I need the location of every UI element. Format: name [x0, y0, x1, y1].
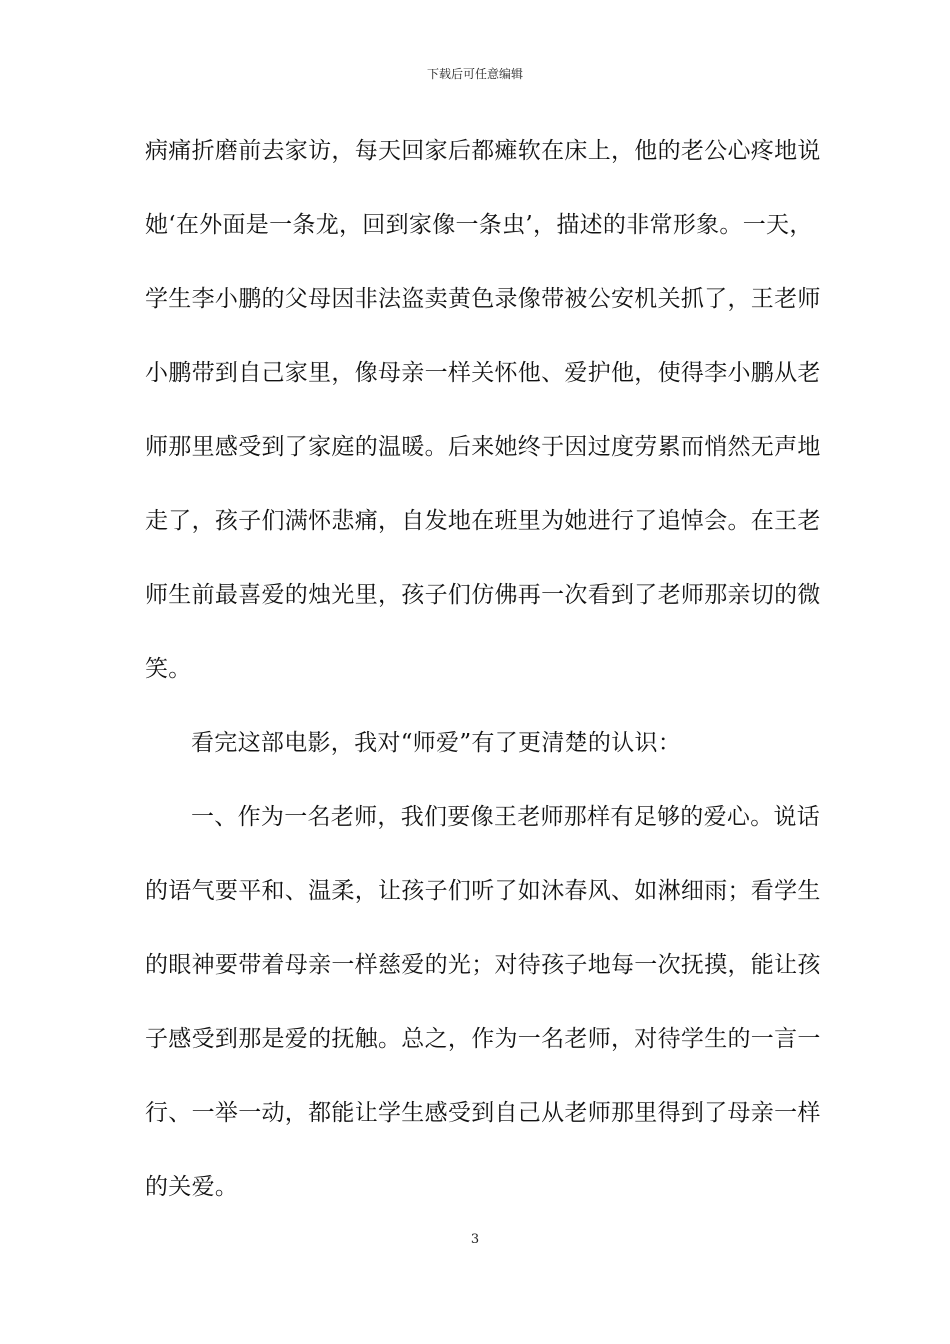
- body-text: [145, 126, 821, 1236]
- text-line: 的语气要平和、温柔，让孩子们听了如沐春风、如淋细雨；看学生: [145, 878, 821, 904]
- text-line: 学生李小鹏的父母因非法盗卖黄色录像带被公安机关抓了，王老师: [145, 286, 821, 312]
- text-line: 走了，孩子们满怀悲痛，自发地在班里为她进行了追悼会。在王老: [145, 508, 821, 534]
- text-line: 小鹏带到自己家里，像母亲一样关怀他、爱护他，使得李小鹏从老: [145, 360, 821, 386]
- text-line: 病痛折磨前去家访，每天回家后都瘫软在床上，他的老公心疼地说: [145, 138, 821, 164]
- text-line: 子感受到那是爱的抚触。总之，作为一名老师，对待学生的一言一: [145, 1026, 821, 1052]
- text-line: 的关爱。: [145, 1174, 239, 1200]
- text-line: 行、一举一动，都能让学生感受到自己从老师那里得到了母亲一样: [145, 1100, 821, 1126]
- paragraph-first-line: 看完这部电影，我对“师爱”有了更清楚的认识：: [191, 730, 682, 756]
- text-line: 师那里感受到了家庭的温暖。后来她终于因过度劳累而悄然无声地: [145, 434, 821, 460]
- page-header: 下载后可任意编辑: [426, 67, 523, 81]
- text-line: 的眼神要带着母亲一样慈爱的光；对待孩子地每一次抚摸，能让孩: [145, 952, 821, 978]
- page-number: 3: [470, 1232, 480, 1247]
- text-line: 笑。: [145, 656, 192, 682]
- text-line: 她‘在外面是一条龙，回到家像一条虫’，描述的非常形象。一天，: [145, 212, 813, 238]
- paragraph-first-line: 一、作为一名老师，我们要像王老师那样有足够的爱心。说话: [191, 804, 821, 830]
- text-line: 师生前最喜爱的烛光里，孩子们仿佛再一次看到了老师那亲切的微: [145, 582, 821, 608]
